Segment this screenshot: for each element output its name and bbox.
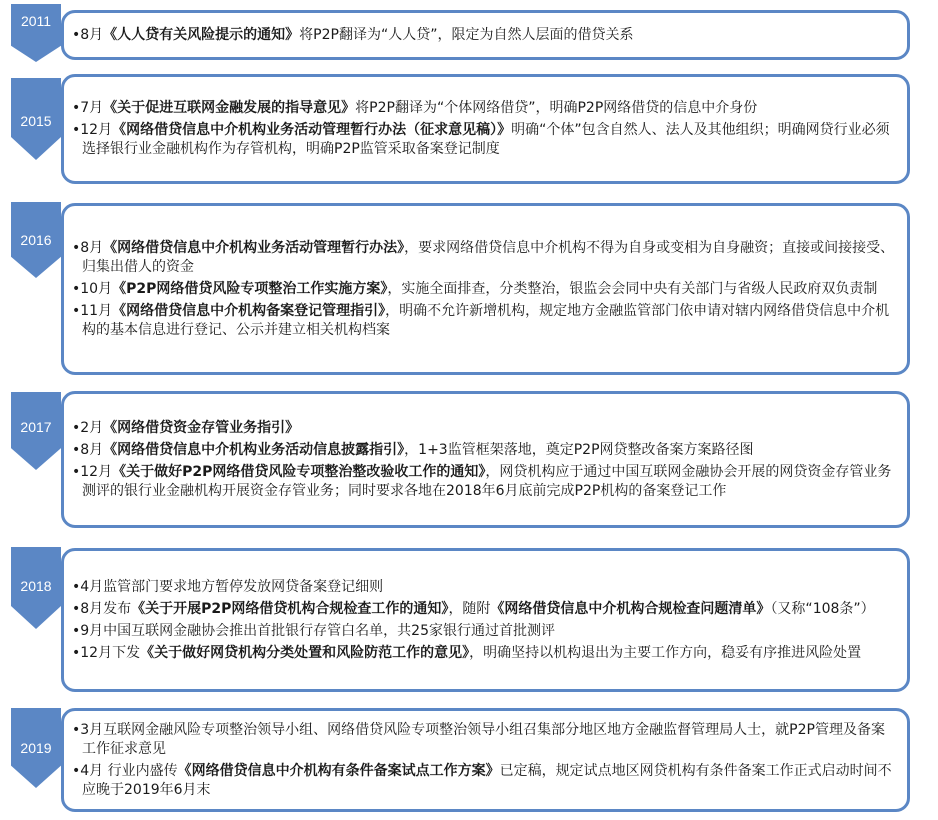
year-label: 2015 — [20, 113, 52, 129]
event-item: •8月《人人贷有关风险提示的通知》将P2P翻译为“人人贷”，限定为自然人层面的借贷关系 — [72, 26, 634, 43]
event-box — [61, 391, 910, 528]
year-label: 2011 — [20, 13, 52, 29]
event-item: •12月《关于做好P2P网络借贷风险专项整治整改验收工作的通知》，网贷机构应于通过中国互联网金融协会开展的网贷资金存管业务测评的银行业金融机构开展资金存管业务；同时要求各地在2018年6月底前完成P2P机构的备案登记工作 — [72, 463, 892, 499]
event-item: •9月中国互联网金融协会推出首批银行存管白名单，共25家银行通过首批测评 — [72, 622, 555, 639]
event-box — [61, 708, 910, 812]
event-item: •3月互联网金融风险专项整治领导小组、网络借贷风险专项整治领导小组召集部分地区地方金融监督管理局人士，就P2P管理及备案工作征求意见 — [72, 721, 885, 757]
event-item: •12月《网络借贷信息中介机构业务活动管理暂行办法（征求意见稿）》明确“个体”包含自然人、法人及其他组织；明确网贷行业必须选择银行业金融机构作为存管机构，明确P2P监管采取备案登记制度 — [72, 122, 890, 157]
year-label: 2016 — [20, 232, 52, 248]
event-item: •8月《网络借贷信息中介机构业务活动管理暂行办法》，要求网络借贷信息中介机构不得为自身或变相为自身融资；直接或间接接受、归集出借人的资金 — [72, 239, 895, 275]
year-label: 2018 — [20, 578, 52, 594]
event-item: •8月发布《关于开展P2P网络借贷机构合规检查工作的通知》，随附《网络借贷信息中介机构合规检查问题清单》（又称“108条”） — [72, 600, 875, 617]
event-item: •11月《网络借贷信息中介机构备案登记管理指引》，明确不允许新增机构，规定地方金融监管部门依申请对辖内网络借贷信息中介机构的基本信息进行登记、公示并建立相关机构档案 — [72, 302, 890, 338]
event-box — [61, 74, 910, 184]
year-label: 2019 — [20, 740, 52, 756]
event-item: •10月《P2P网络借贷风险专项整治工作实施方案》，实施全面排查，分类整治，银监会会同中央有关部门与省级人民政府双负责制 — [72, 280, 878, 297]
event-item: •2月《网络借贷资金存管业务指引》 — [72, 419, 300, 436]
year-label: 2017 — [20, 419, 52, 435]
event-box — [61, 10, 910, 60]
event-item: •4月监管部门要求地方暂停发放网贷备案登记细则 — [72, 578, 384, 595]
event-item: •8月《网络借贷信息中介机构业务活动信息披露指引》，1+3监管框架落地，奠定P2P网贷整改备案方案路径图 — [72, 441, 754, 458]
event-item: •7月《关于促进互联网金融发展的指导意见》将P2P翻译为“个体网络借贷”，明确P2P网络借贷的信息中介身份 — [72, 100, 758, 116]
event-item: •4月 行业内盛传《网络借贷信息中介机构有条件备案试点工作方案》已定稿，规定试点地区网贷机构有条件备案工作正式启动时间不应晚于2019年6月末 — [72, 762, 892, 798]
event-box — [61, 548, 910, 692]
event-box — [61, 203, 910, 375]
event-item: •12月下发《关于做好网贷机构分类处置和风险防范工作的意见》，明确坚持以机构退出为主要工作方向，稳妥有序推进风险处置 — [72, 644, 862, 661]
